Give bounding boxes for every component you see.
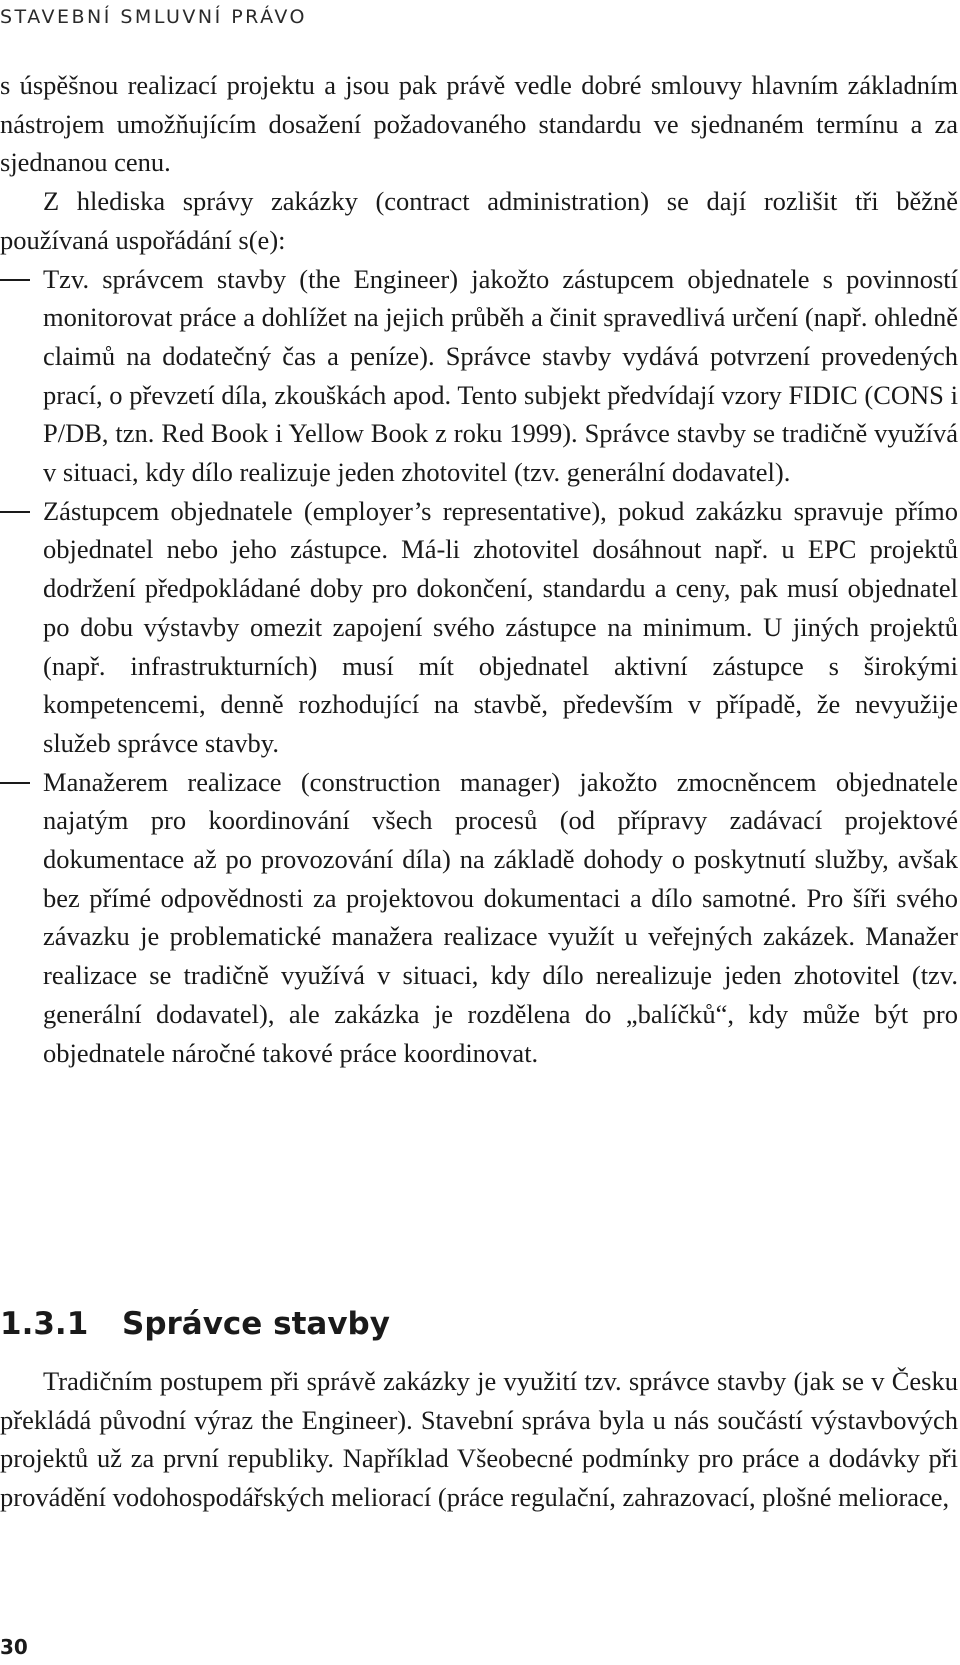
page-number: 30 (0, 1635, 28, 1659)
section-title: Správce stavby (122, 1305, 390, 1342)
dash-list (0, 260, 958, 1073)
paragraph-continuation: s úspěšnou realizací projektu a jsou pak právě vedle dobré smlouvy hlavním základním nástrojem umožňujícím dosažení požadovaného standardu ve sjednaném termínu a za sjednanou cenu. (0, 70, 958, 178)
running-head: STAVEBNÍ SMLUVNÍ PRÁVO (0, 6, 308, 28)
list-item (0, 260, 958, 492)
list-item (0, 763, 958, 1073)
list-item-text: Tzv. správcem stavby (the Engineer) jakožto zástupcem objednatele s povinností monitorovat práce a dohlížet na jejich průběh a činit spravedlivá určení (např. ohledně claimů na dodatečný čas a peníze). Správce stavby vydává potvrzení provedených prací, o převzetí díla, zkouškách apod. Tento subjekt předvídají vzory FIDIC (CONS i P/DB, tzn. Red Book i Yellow Book z roku 1999). Správce stavby se tradičně využívá v situaci, kdy dílo realizuje jeden zhotovitel (tzv. generální dodavatel). (43, 263, 958, 488)
list-item-text: Zástupcem objednatele (employer’s representative), pokud zakázku spravuje přímo objednatel nebo jeho zástupce. Má-li zhotovitel dosáhnout např. u EPC projektů dodržení předpokládané doby pro dokončení, standardu a ceny, pak musí objednatel po dobu výstavby omezit zapojení svého zástupce na minimum. U jiných projektů (např. infrastrukturních) musí mít objednatel aktivní zástupce s širokými kompetencemi, denně rozhodující na stavbě, především v případě, že nevyužije služeb správce stavby. (43, 495, 958, 758)
section-heading (0, 1306, 390, 1342)
section-paragraph: Tradičním postupem při správě zakázky je využití tzv. správce stavby (jak se v Česku překládá původní výraz the Engineer). Stavební správa byla u nás součástí výstavbových projektů už za první republiky. Například Všeobecné podmínky pro práce a dodávky při provádění vodohospodářských meliorací (práce regulační, zahrazovací, plošné meliorace, (0, 1366, 958, 1513)
list-item-text: Manažerem realizace (construction manager) jakožto zmocněncem objednatele najatým pro koordinování všech procesů (od přípravy zadávací projektové dokumentace až po provozování díla) na základě dohody o poskytnutí služby, avšak bez přímé odpovědnosti za projektovou dokumentaci a dílo samotné. Pro šíři svého závazku je problematické manažera realizace využít u veřejných zakázek. Manažer realizace se tradičně využívá v situaci, kdy dílo nerealizuje jeden zhotovitel (tzv. generální dodavatel), ale zakázka je rozdělena do „balíčků“, kdy může být pro objednatele náročné takové práce koordinovat. (43, 766, 958, 1068)
section-number: 1.3.1 (0, 1305, 89, 1342)
list-item (0, 492, 958, 763)
paragraph-intro: Z hlediska správy zakázky (contract administration) se dají rozlišit tři běžně používaná uspořádání s(e): (0, 186, 958, 255)
body-text (0, 66, 958, 1072)
